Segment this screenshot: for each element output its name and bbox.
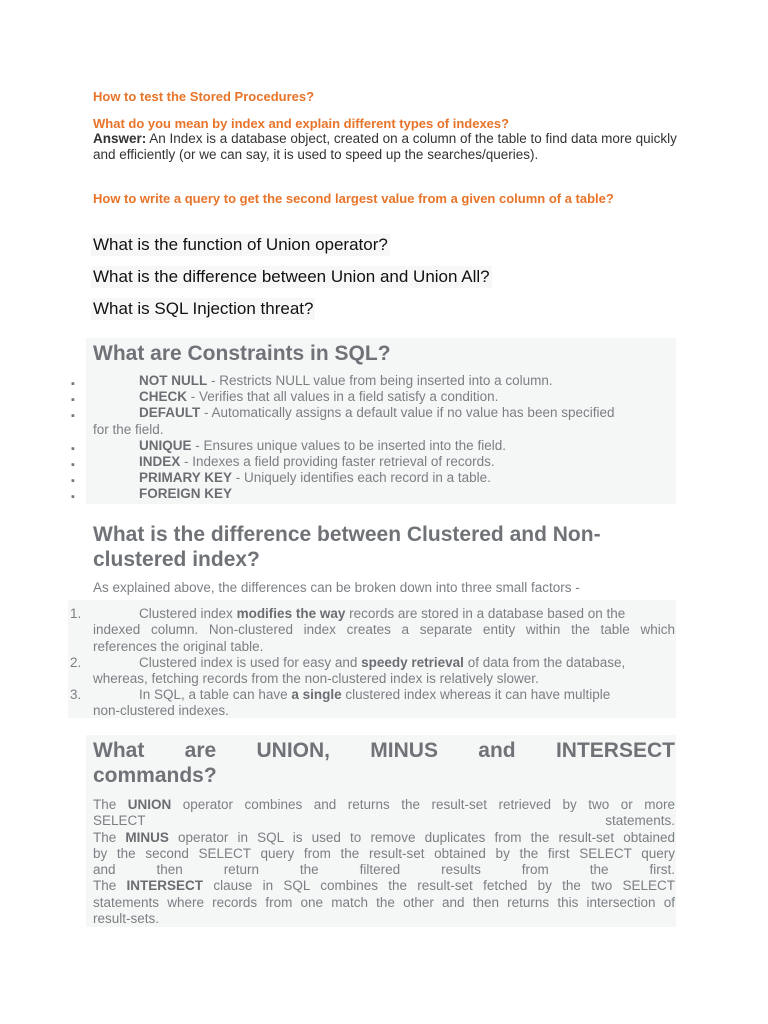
constraint-item: INDEX - Indexes a field providing faster retrieval of records. <box>139 454 495 469</box>
constraint-item: PRIMARY KEY - Uniquely identifies each record in a table. <box>139 470 491 485</box>
bullet-icon: ▪ <box>71 459 75 471</box>
big-question-union-all: What is the difference between Union and Union All? <box>93 267 490 286</box>
clustered-heading: What is the difference between Clustered and Non- clustered index? <box>93 523 601 571</box>
question-second-largest: How to write a query to get the second largest value from a given column of a table? <box>93 191 614 206</box>
bullet-icon: ▪ <box>71 475 75 487</box>
constraint-item: UNIQUE - Ensures unique values to be inserted into the field. <box>139 438 506 453</box>
union-body: The UNION operator combines and returns the result-set retrieved by two or more SELECT statements. The MINUS operator in SQL is used to remove duplicates from the result-set obtained by the second SELECT query from the result-set obtained by the first SELECT query and then return the filtered results from the first. The INTERSECT clause in SQL combines the result-set fetched by the two SELECT statements where records from one match the other and then returns this intersection of result-sets. <box>93 797 676 927</box>
constraints-heading: What are Constraints in SQL? <box>93 342 391 365</box>
bullet-icon: ▪ <box>71 443 75 455</box>
list-number: 2. <box>70 655 82 670</box>
answer-index <box>93 131 683 163</box>
bullet-icon: ▪ <box>71 378 75 390</box>
bullet-icon: ▪ <box>71 410 75 422</box>
constraint-item-continuation: for the field. <box>93 422 164 437</box>
list-number: 1. <box>70 606 82 621</box>
clustered-list <box>0 606 768 718</box>
big-question-sql-injection: What is SQL Injection threat? <box>93 299 314 318</box>
clustered-item: In SQL, a table can have a single clustered index whereas it can have multiple non-clustered indexes. <box>93 687 611 719</box>
big-question-union-function: What is the function of Union operator? <box>93 235 388 254</box>
list-number: 3. <box>70 687 82 702</box>
clustered-intro: As explained above, the differences can be broken down into three small factors - <box>93 580 580 595</box>
answer-label: Answer: <box>93 131 147 146</box>
question-stored-procedures: How to test the Stored Procedures? <box>93 89 315 104</box>
clustered-item: Clustered index modifies the way records are stored in a database based on the indexed column. Non-clustered index creates a separate entity within the table which references the original table. <box>93 606 675 654</box>
constraint-item: NOT NULL - Restricts NULL value from being inserted into a column. <box>139 373 553 388</box>
constraints-list <box>0 373 768 505</box>
constraint-item: DEFAULT - Automatically assigns a default value if no value has been specified <box>139 405 615 420</box>
constraint-item: CHECK - Verifies that all values in a field satisfy a condition. <box>139 389 499 404</box>
constraint-item: FOREIGN KEY <box>139 486 233 501</box>
clustered-item: Clustered index is used for easy and speedy retrieval of data from the database, whereas, fetching records from the non-clustered index is relatively slower. <box>93 655 626 687</box>
union-heading: What are UNION, MINUS and INTERSECT commands? <box>93 739 675 787</box>
bullet-icon: ▪ <box>71 394 75 406</box>
bullet-icon: ▪ <box>71 491 75 503</box>
question-index: What do you mean by index and explain different types of indexes? <box>93 116 510 131</box>
answer-text: An Index is a database object, created on a column of the table to find data more quickly and efficiently (or we can say, it is used to speed up the searches/queries). <box>93 131 677 162</box>
